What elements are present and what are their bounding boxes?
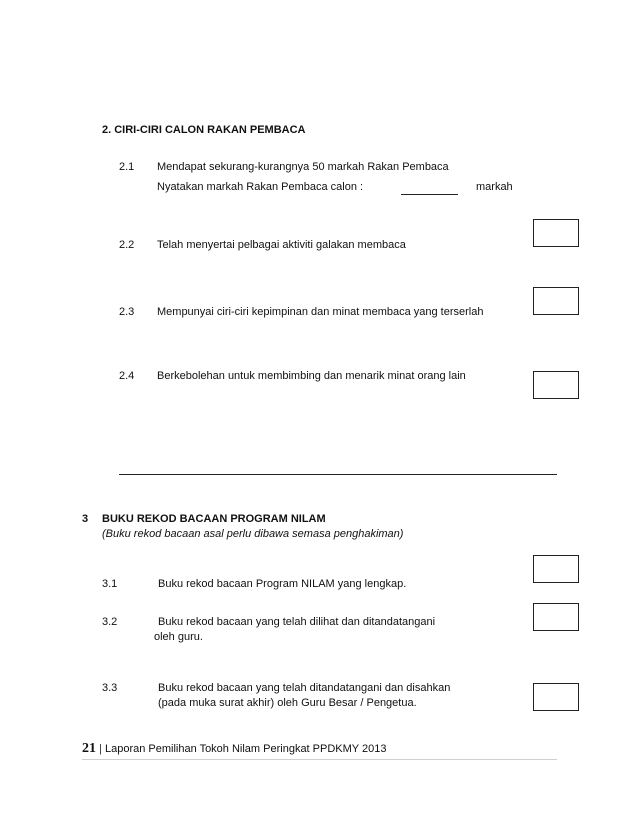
item-2-2-text: Telah menyertai pelbagai aktiviti galakan membaca — [157, 239, 406, 251]
item-2-4-text: Berkebolehan untuk membimbing dan menarik minat orang lain — [157, 370, 466, 382]
item-3-1-text: Buku rekod bacaan Program NILAM yang lengkap. — [158, 578, 407, 590]
item-2-2-number: 2.2 — [119, 239, 135, 251]
item-3-3-text: Buku rekod bacaan yang telah ditandatangani dan disahkan — [158, 682, 451, 694]
checkbox-2-3[interactable] — [533, 287, 579, 315]
item-2-1-text: Mendapat sekurang-kurangnya 50 markah Rakan Pembaca — [157, 161, 449, 173]
checkbox-2-4[interactable] — [533, 371, 579, 399]
page-footer — [82, 741, 386, 757]
item-2-3-number: 2.3 — [119, 306, 135, 318]
footer-separator: | — [99, 743, 102, 755]
checkbox-2-2[interactable] — [533, 219, 579, 247]
item-3-1-number: 3.1 — [102, 578, 118, 590]
checkbox-3-3[interactable] — [533, 683, 579, 711]
checkbox-3-1[interactable] — [533, 555, 579, 583]
item-3-3-number: 3.3 — [102, 682, 118, 694]
item-2-3-text: Mempunyai ciri-ciri kepimpinan dan minat membaca yang terserlah — [157, 306, 484, 318]
footer-rule — [82, 759, 557, 760]
markah-blank-field[interactable] — [401, 194, 458, 195]
item-2-1-text-line2: Nyatakan markah Rakan Pembaca calon : — [157, 181, 364, 193]
item-3-2-text: Buku rekod bacaan yang telah dilihat dan ditandatangani — [158, 616, 436, 628]
section-2-heading: 2. CIRI-CIRI CALON RAKAN PEMBACA — [102, 124, 306, 136]
checkbox-3-2[interactable] — [533, 603, 579, 631]
section-3-subheading: (Buku rekod bacaan asal perlu dibawa semasa penghakiman) — [102, 528, 404, 540]
item-2-4-number: 2.4 — [119, 370, 135, 382]
item-2-1-number: 2.1 — [119, 161, 135, 173]
item-3-2-text-line2: oleh guru. — [154, 631, 203, 643]
footer-text: Laporan Pemilihan Tokoh Nilam Peringkat PPDKMY 2013 — [104, 743, 387, 755]
page-number: 21 — [82, 741, 96, 756]
section-3-number: 3 — [82, 513, 89, 525]
item-3-3-text-line2: (pada muka surat akhir) oleh Guru Besar / Pengetua. — [158, 697, 417, 709]
section-divider — [119, 474, 557, 475]
section-3-heading: BUKU REKOD BACAAN PROGRAM NILAM — [102, 513, 326, 525]
markah-unit-label: markah — [476, 181, 513, 193]
item-3-2-number: 3.2 — [102, 616, 118, 628]
